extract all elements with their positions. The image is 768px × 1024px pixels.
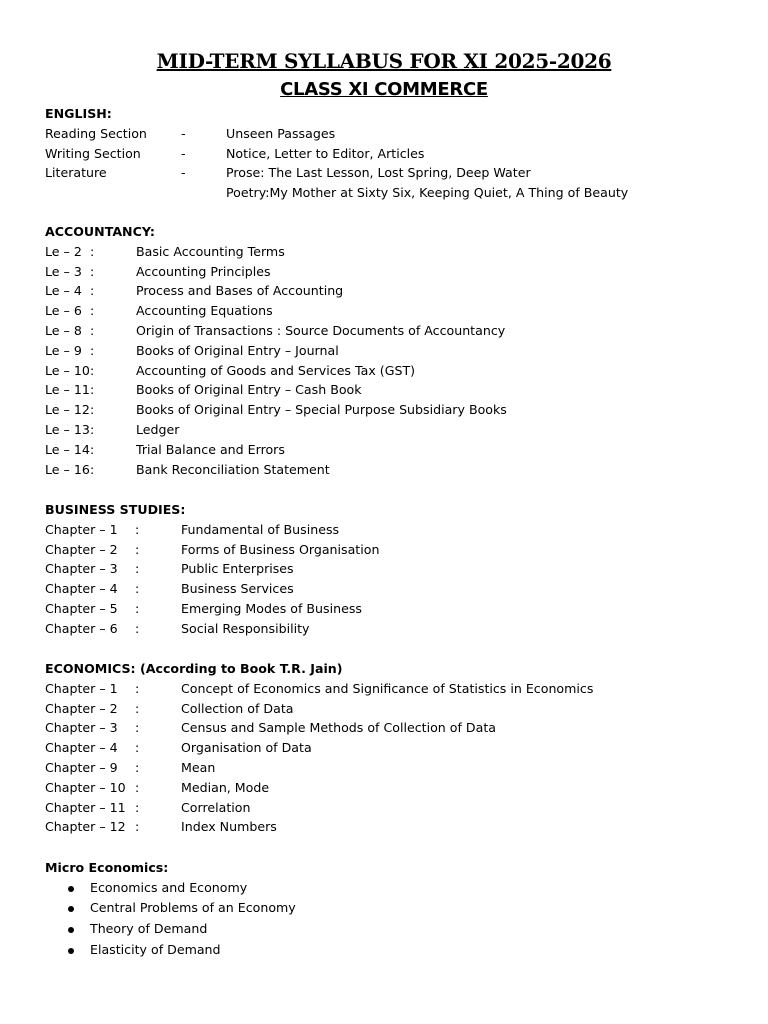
separator-colon: : [135,581,140,597]
economics-section [45,659,594,837]
chapter-topic: Forms of Business Organisation [181,541,380,557]
economics-row [45,758,342,778]
accountancy-row [45,440,285,460]
chapter-number: Chapter – 2 [45,700,118,716]
lesson-topic: Books of Original Entry – Special Purpose Subsidiary Books [136,402,507,418]
separator-colon: : [135,680,140,696]
accountancy-section [45,222,507,479]
separator-colon: : [90,243,95,259]
business-studies-row [45,599,362,619]
lesson-topic: Basic Accounting Terms [136,243,285,259]
separator-colon: : [135,819,140,835]
separator-colon: : [90,322,95,338]
english-content: Unseen Passages [226,125,336,141]
english-row [45,163,531,183]
separator-colon: : [90,461,95,477]
separator-colon: : [90,402,95,418]
english-content: Notice, Letter to Editor, Articles [226,145,425,161]
chapter-topic: Index Numbers [181,819,277,835]
chapter-topic: Organisation of Data [181,740,312,756]
english-row [45,144,425,164]
list-item-text: Economics and Economy [90,879,248,895]
list-item-text: Elasticity of Demand [90,941,221,957]
lesson-number: Le – 12 [45,402,90,418]
accountancy-row [45,380,362,400]
english-section-name: Reading Section [45,125,147,141]
chapter-number: Chapter – 6 [45,620,118,636]
bullet-icon [68,948,74,954]
chapter-topic: Median, Mode [181,779,270,795]
accountancy-row [45,341,339,361]
list-item [45,919,208,940]
economics-row [45,817,342,837]
chapter-topic: Collection of Data [181,700,294,716]
english-heading: ENGLISH: [45,106,112,121]
bullet-icon [68,906,74,912]
economics-row [45,778,342,798]
chapter-number: Chapter – 3 [45,561,118,577]
separator-colon: : [135,720,140,736]
micro-economics-heading: Micro Economics: [45,860,169,875]
separator-colon: : [135,740,140,756]
accountancy-row [45,301,273,321]
separator-colon: : [135,759,140,775]
chapter-topic: Correlation [181,799,251,815]
separator-colon: : [90,382,95,398]
separator-colon: : [90,342,95,358]
separator-colon: : [135,541,140,557]
chapter-topic: Fundamental of Business [181,521,340,537]
accountancy-heading: ACCOUNTANCY: [45,224,155,239]
chapter-number: Chapter – 1 [45,680,118,696]
economics-row [45,699,342,719]
accountancy-row [45,460,330,480]
economics-row [45,738,342,758]
english-row [45,124,336,144]
english-content: Prose: The Last Lesson, Lost Spring, Deep Water [226,165,531,181]
chapter-number: Chapter – 4 [45,740,118,756]
chapter-number: Chapter – 3 [45,720,118,736]
lesson-topic: Ledger [136,421,180,437]
lesson-topic: Books of Original Entry – Cash Book [136,382,362,398]
separator-colon: : [90,263,95,279]
lesson-number: Le – 16 [45,461,90,477]
separator-colon: : [135,700,140,716]
lesson-topic: Bank Reconciliation Statement [136,461,330,477]
english-dash: - [181,165,186,181]
chapter-number: Chapter – 1 [45,521,118,537]
economics-heading: ECONOMICS: (According to Book T.R. Jain) [45,661,343,676]
lesson-topic: Accounting Equations [136,303,273,319]
chapter-topic: Census and Sample Methods of Collection of Data [181,720,496,736]
lesson-topic: Process and Bases of Accounting [136,283,344,299]
chapter-topic: Concept of Economics and Significance of Statistics in Economics [181,680,594,696]
lesson-number: Le – 13 [45,421,90,437]
list-item [45,878,248,899]
bullet-icon [68,886,74,892]
economics-row [45,679,594,699]
separator-colon: : [135,561,140,577]
separator-colon: : [90,303,95,319]
separator-colon: : [135,521,140,537]
separator-colon: : [135,779,140,795]
separator-colon: : [90,421,95,437]
separator-colon: : [90,441,95,457]
lesson-number: Le – 8 [45,322,82,338]
bullet-icon [68,927,74,933]
lesson-number: Le – 2 [45,243,82,259]
chapter-number: Chapter – 9 [45,759,118,775]
separator-colon: : [135,600,140,616]
business-studies-row [45,579,294,599]
micro-economics-section [45,858,296,960]
chapter-number: Chapter – 11 [45,799,126,815]
list-item [45,940,221,961]
separator-colon: : [90,283,95,299]
english-section-name: Literature [45,165,107,181]
economics-row [45,718,496,738]
lesson-number: Le – 11 [45,382,90,398]
chapter-topic: Public Enterprises [181,561,294,577]
chapter-number: Chapter – 2 [45,541,118,557]
accountancy-row [45,262,271,282]
business-studies-row [45,540,380,560]
lesson-topic: Origin of Transactions : Source Documents of Accountancy [136,322,506,338]
english-row [45,183,629,203]
english-section [45,104,629,203]
accountancy-row [45,420,180,440]
english-dash: - [181,125,186,141]
separator-colon: : [90,362,95,378]
business-studies-row [45,520,340,540]
lesson-topic: Books of Original Entry – Journal [136,342,339,358]
accountancy-row [45,281,344,301]
lesson-topic: Accounting of Goods and Services Tax (GST) [136,362,416,378]
business-studies-section [45,500,380,639]
separator-colon: : [135,799,140,815]
accountancy-row [45,361,416,381]
chapter-topic: Mean [181,759,216,775]
lesson-topic: Trial Balance and Errors [136,441,285,457]
lesson-number: Le – 4 [45,283,82,299]
accountancy-row [45,242,285,262]
business-studies-heading: BUSINESS STUDIES: [45,502,186,517]
economics-row [45,798,342,818]
lesson-topic: Accounting Principles [136,263,271,279]
lesson-number: Le – 14 [45,441,90,457]
chapter-topic: Social Responsibility [181,620,310,636]
chapter-topic: Business Services [181,581,294,597]
list-item-text: Central Problems of an Economy [90,900,296,916]
chapter-number: Chapter – 10 [45,779,126,795]
chapter-number: Chapter – 12 [45,819,126,835]
english-dash: - [181,145,186,161]
chapter-number: Chapter – 5 [45,600,118,616]
chapter-number: Chapter – 4 [45,581,118,597]
micro-economics-list [45,878,296,960]
chapter-topic: Emerging Modes of Business [181,600,362,616]
lesson-number: Le – 10 [45,362,90,378]
business-studies-row [45,619,310,639]
lesson-number: Le – 6 [45,303,82,319]
english-section-name: Writing Section [45,145,141,161]
list-item [45,898,296,919]
lesson-number: Le – 3 [45,263,82,279]
separator-colon: : [135,620,140,636]
list-item-text: Theory of Demand [90,920,208,936]
english-content: Poetry:My Mother at Sixty Six, Keeping Quiet, A Thing of Beauty [226,185,629,201]
accountancy-row [45,400,507,420]
document-subtitle: CLASS XI COMMERCE [280,79,488,100]
lesson-number: Le – 9 [45,342,82,358]
business-studies-row [45,559,294,579]
accountancy-row [45,321,506,341]
document-title: MID-TERM SYLLABUS FOR XI 2025-2026 [156,49,612,73]
